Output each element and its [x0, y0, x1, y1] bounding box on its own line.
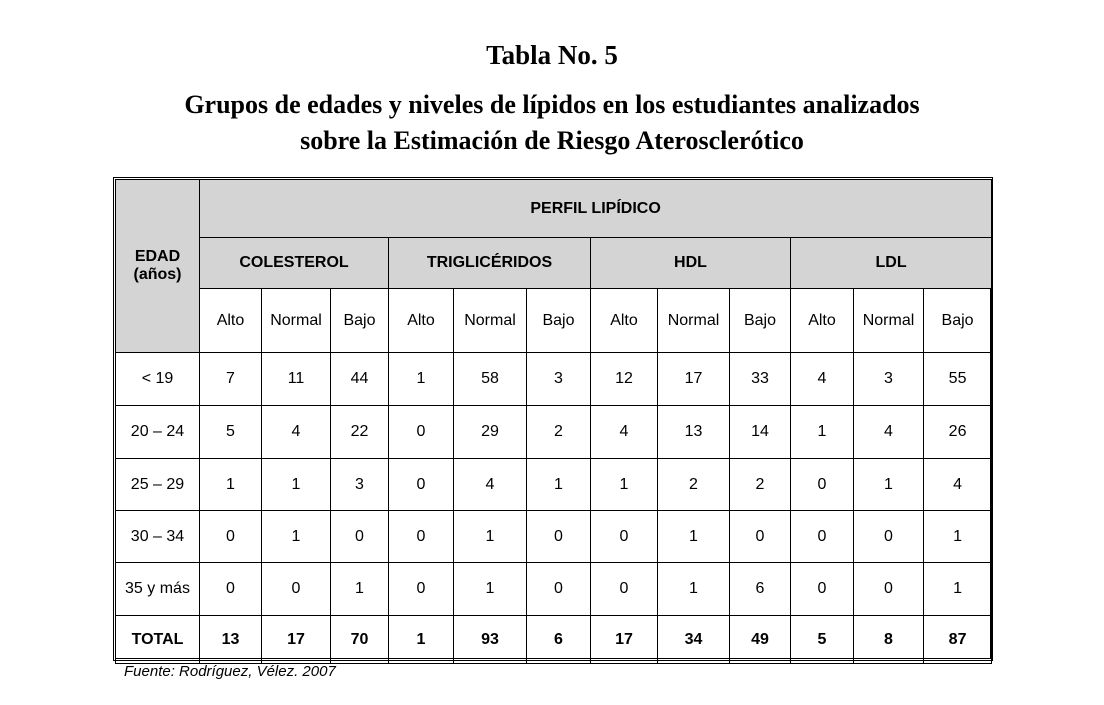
table-cell: 0 — [262, 563, 331, 616]
level-header: Alto — [591, 289, 658, 353]
group-header-hdl: HDL — [591, 238, 791, 289]
table-cell: 2 — [658, 459, 730, 511]
table-cell: 44 — [331, 353, 389, 406]
total-cell: 13 — [200, 616, 262, 664]
table-subtitle — [0, 87, 1104, 159]
total-label: TOTAL — [116, 616, 200, 664]
table-cell: 1 — [791, 406, 854, 459]
table-cell: 0 — [791, 563, 854, 616]
total-cell: 8 — [854, 616, 924, 664]
age-group-label: 20 – 24 — [116, 406, 200, 459]
table-cell: 6 — [730, 563, 791, 616]
total-cell: 17 — [262, 616, 331, 664]
table-cell: 14 — [730, 406, 791, 459]
level-header: Bajo — [924, 289, 992, 353]
table-cell: 4 — [924, 459, 992, 511]
table-cell: 1 — [389, 353, 454, 406]
table-row — [116, 406, 992, 459]
lipid-table — [115, 179, 992, 664]
table-cell: 1 — [262, 459, 331, 511]
table-source: Fuente: Rodríguez, Vélez. 2007 — [124, 663, 336, 680]
age-group-label: 35 y más — [116, 563, 200, 616]
table-row — [116, 353, 992, 406]
table-cell: 5 — [200, 406, 262, 459]
table-cell: 0 — [200, 511, 262, 563]
total-cell: 17 — [591, 616, 658, 664]
table-row — [116, 511, 992, 563]
table-cell: 1 — [331, 563, 389, 616]
total-cell: 49 — [730, 616, 791, 664]
total-cell: 34 — [658, 616, 730, 664]
table-cell: 1 — [454, 563, 527, 616]
age-group-label: 25 – 29 — [116, 459, 200, 511]
table-cell: 4 — [791, 353, 854, 406]
group-header-colesterol: COLESTEROL — [200, 238, 389, 289]
total-cell: 93 — [454, 616, 527, 664]
table-cell: 3 — [527, 353, 591, 406]
table-cell: 17 — [658, 353, 730, 406]
table-cell: 0 — [591, 511, 658, 563]
group-header-trigliceridos: TRIGLICÉRIDOS — [389, 238, 591, 289]
table-cell: 1 — [658, 563, 730, 616]
lipid-profile-header: PERFIL LIPÍDICO — [200, 180, 992, 238]
subtitle-line-2: sobre la Estimación de Riesgo Aterosclerótico — [300, 126, 804, 155]
group-header-ldl: LDL — [791, 238, 992, 289]
table-cell: 58 — [454, 353, 527, 406]
table-cell: 29 — [454, 406, 527, 459]
subtitle-line-1: Grupos de edades y niveles de lípidos en los estudiantes analizados — [184, 90, 920, 119]
table-cell: 1 — [591, 459, 658, 511]
level-header: Normal — [854, 289, 924, 353]
table-cell: 1 — [454, 511, 527, 563]
age-group-label: 30 – 34 — [116, 511, 200, 563]
table-cell: 1 — [924, 511, 992, 563]
total-cell: 87 — [924, 616, 992, 664]
table-cell: 0 — [527, 511, 591, 563]
age-group-label: < 19 — [116, 353, 200, 406]
level-header: Bajo — [730, 289, 791, 353]
table-cell: 0 — [791, 459, 854, 511]
table-cell: 0 — [854, 563, 924, 616]
age-header — [116, 180, 200, 353]
table-cell: 13 — [658, 406, 730, 459]
table-cell: 33 — [730, 353, 791, 406]
table-cell: 4 — [854, 406, 924, 459]
table-cell: 1 — [658, 511, 730, 563]
table-cell: 0 — [200, 563, 262, 616]
table-cell: 1 — [854, 459, 924, 511]
level-header: Bajo — [331, 289, 389, 353]
total-cell: 6 — [527, 616, 591, 664]
table-cell: 3 — [331, 459, 389, 511]
table-cell: 26 — [924, 406, 992, 459]
table-row — [116, 459, 992, 511]
total-cell: 1 — [389, 616, 454, 664]
level-header: Normal — [262, 289, 331, 353]
table-cell: 0 — [527, 563, 591, 616]
table-row — [116, 563, 992, 616]
table-cell: 0 — [331, 511, 389, 563]
level-header: Alto — [791, 289, 854, 353]
table-cell: 0 — [389, 563, 454, 616]
age-header-line-1: EDAD — [134, 248, 181, 265]
table-cell: 0 — [791, 511, 854, 563]
table-cell: 0 — [591, 563, 658, 616]
table-cell: 55 — [924, 353, 992, 406]
table-cell: 4 — [262, 406, 331, 459]
table-cell: 1 — [527, 459, 591, 511]
total-row — [116, 616, 992, 664]
total-cell: 70 — [331, 616, 389, 664]
table-cell: 12 — [591, 353, 658, 406]
table-cell: 2 — [527, 406, 591, 459]
table-cell: 0 — [854, 511, 924, 563]
table-cell: 7 — [200, 353, 262, 406]
level-header-row — [116, 289, 992, 353]
table-cell: 2 — [730, 459, 791, 511]
table-cell: 0 — [389, 511, 454, 563]
table-cell: 1 — [200, 459, 262, 511]
table-cell: 22 — [331, 406, 389, 459]
table-cell: 0 — [730, 511, 791, 563]
level-header: Normal — [658, 289, 730, 353]
level-header: Bajo — [527, 289, 591, 353]
table-cell: 1 — [262, 511, 331, 563]
level-header: Alto — [389, 289, 454, 353]
table-cell: 4 — [454, 459, 527, 511]
table-cell: 0 — [389, 459, 454, 511]
level-header: Alto — [200, 289, 262, 353]
table-cell: 1 — [924, 563, 992, 616]
table-title: Tabla No. 5 — [486, 40, 618, 70]
level-header: Normal — [454, 289, 527, 353]
table-cell: 3 — [854, 353, 924, 406]
table-cell: 0 — [389, 406, 454, 459]
table-cell: 4 — [591, 406, 658, 459]
table-cell: 11 — [262, 353, 331, 406]
total-cell: 5 — [791, 616, 854, 664]
age-header-line-2: (años) — [133, 266, 182, 283]
